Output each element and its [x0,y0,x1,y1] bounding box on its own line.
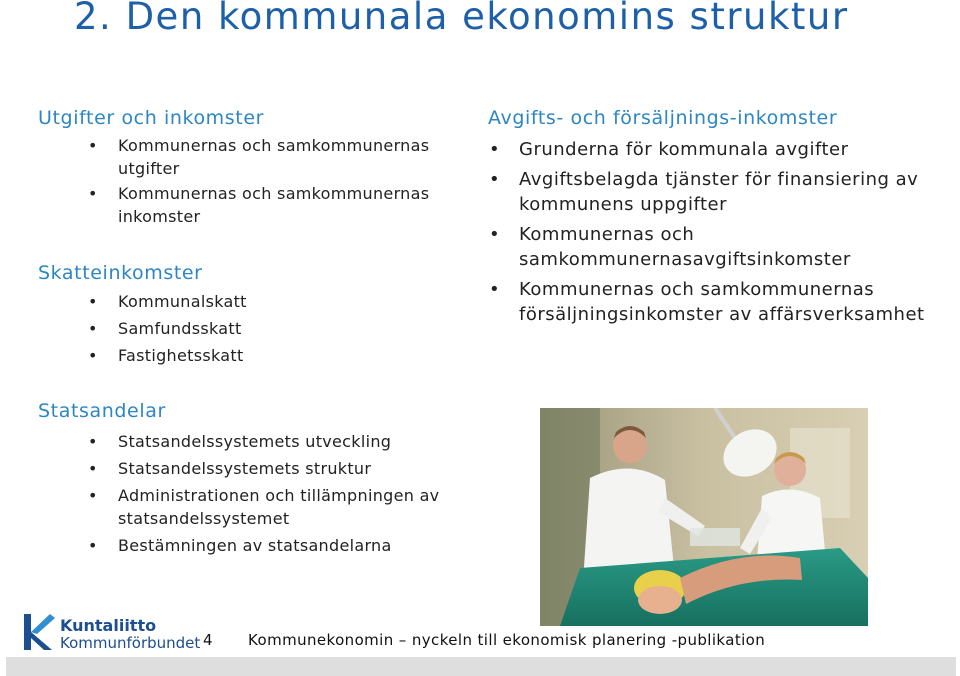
logo-text-kuntaliitto: Kuntaliitto [60,616,157,635]
page-number: 4 [203,631,213,649]
list-item: • Kommunernas och samkommunernasavgiftsinkomster [489,224,851,270]
bullet-icon: • [88,432,98,451]
list-statsandelar [88,430,458,557]
list-item: • Kommunalskatt [88,292,247,311]
bullet-icon: • [88,292,98,311]
bullet-icon: • [489,169,501,190]
list-item: • Bestämningen av statsandelarna [88,536,392,555]
publication-title: Kommunekonomin – nyckeln till ekonomisk planering -publikation [248,631,766,649]
list-item: • Statsandelssystemets struktur [88,459,372,478]
list-skatteinkomster [88,290,488,367]
footer-bar [6,657,956,676]
list-utgifter-och-inkomster [88,134,488,228]
heading-utgifter-och-inkomster: Utgifter och inkomster [38,107,265,129]
page-title: 2. Den kommunala ekonomins struktur [74,0,849,38]
list-item: • Kommunernas och samkommunernas inkomster [88,184,430,226]
bullet-icon: • [489,279,501,300]
list-item: • Statsandelssystemets utveckling [88,432,392,451]
list-item: • Avgiftsbelagda tjänster för finansiering av kommunens uppgifter [489,169,919,215]
list-item: • Administrationen och tillämpningen av statsandelssystemet [88,486,440,528]
bullet-icon: • [88,319,98,338]
heading-skatteinkomster: Skatteinkomster [38,262,203,284]
list-item: • Grunderna för kommunala avgifter [489,139,849,160]
list-item: • Kommunernas och samkommunernas försäljningsinkomster av affärsverksamhet [489,279,925,325]
bullet-icon: • [489,139,501,160]
list-item: • Samfundsskatt [88,319,242,338]
kuntaliitto-logo [22,612,201,652]
heading-avgifts-och-forsaljningsinkomster: Avgifts- och försäljnings-inkomster [488,107,838,129]
bullet-icon: • [88,346,98,365]
bullet-icon: • [88,486,98,505]
bullet-icon: • [88,536,98,555]
list-item: • Kommunernas och samkommunernas utgifter [88,136,430,178]
photo-illustration [540,408,868,626]
list-avgifts-och-forsaljningsinkomster [489,137,934,327]
photo-medical-treatment [540,408,868,626]
bullet-icon: • [489,224,501,245]
heading-statsandelar: Statsandelar [38,400,166,422]
kuntaliitto-logo-icon [22,612,56,652]
bullet-icon: • [88,136,98,155]
logo-text-kommunforbundet: Kommunförbundet [60,634,201,652]
list-item: • Fastighetsskatt [88,346,244,365]
bullet-icon: • [88,459,98,478]
bullet-icon: • [88,184,98,203]
